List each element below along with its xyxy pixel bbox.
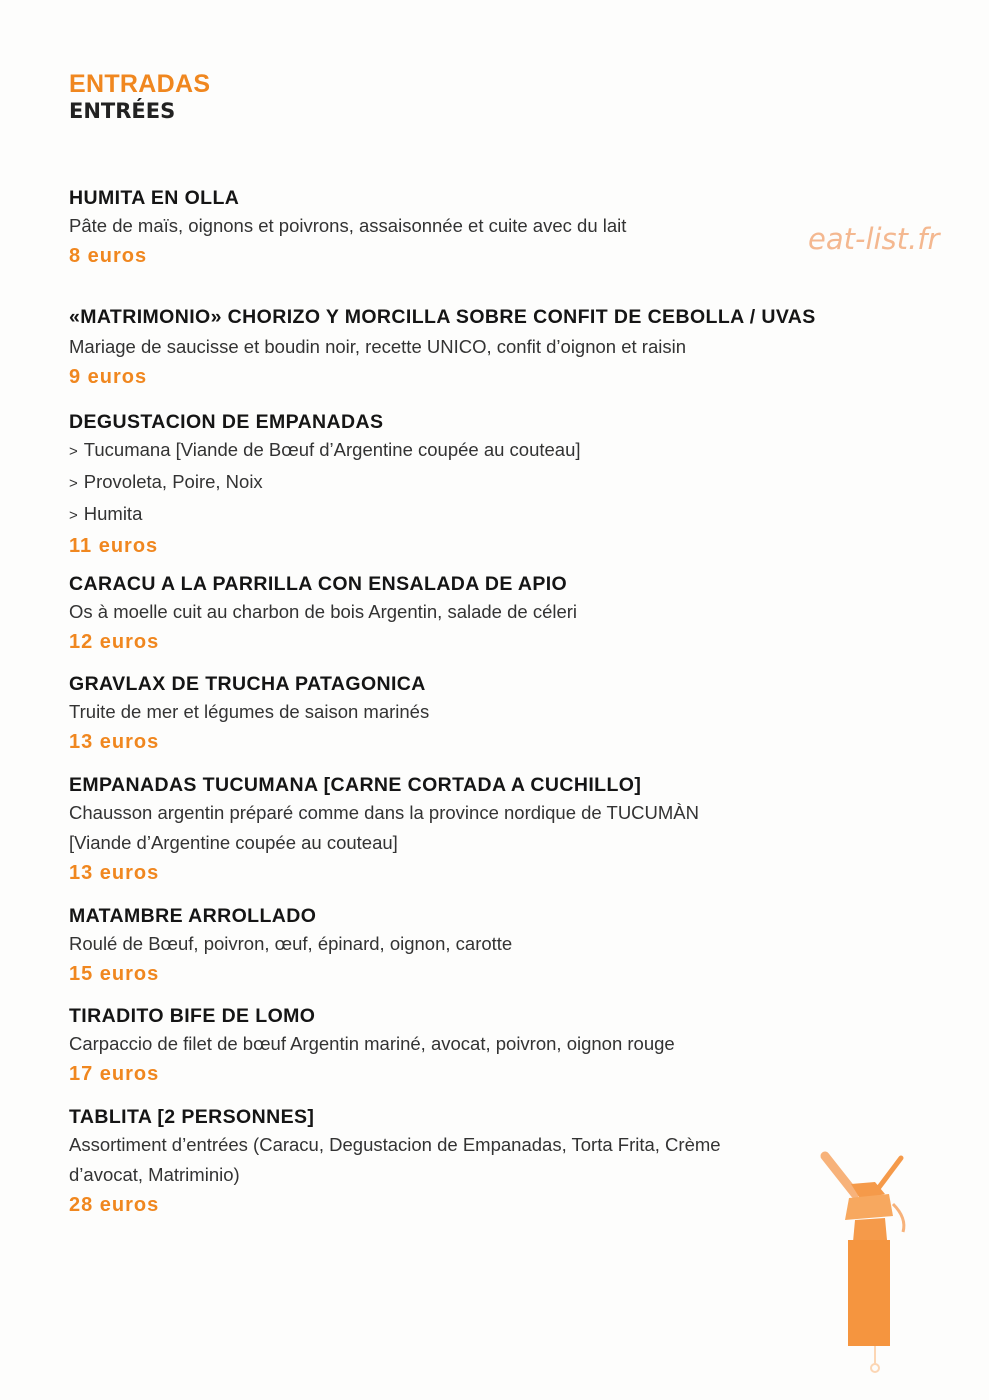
item-name: HUMITA EN OLLA <box>69 187 240 209</box>
menu-item <box>69 304 909 392</box>
item-description <box>69 499 909 531</box>
item-description-text: Provoleta, Poire, Noix <box>83 471 263 492</box>
item-name: TIRADITO BIFE DE LOMO <box>69 1005 316 1027</box>
menu-item <box>69 1003 909 1089</box>
menu-item <box>69 772 909 888</box>
item-price: 9 euros <box>69 366 148 388</box>
item-description-text: Truite de mer et légumes de saison marinés <box>69 701 430 722</box>
item-price: 28 euros <box>69 1194 160 1216</box>
item-description <box>69 1130 909 1160</box>
item-description <box>69 1029 909 1059</box>
item-description <box>69 467 909 499</box>
item-description-text: Pâte de maïs, oignons et poivrons, assaisonnée et cuite avec du lait <box>69 215 627 236</box>
item-description-text: Chausson argentin préparé comme dans la province nordique de TUCUMÀN <box>69 802 700 823</box>
menu-item <box>69 185 909 271</box>
item-description-text: d’avocat, Matriminio) <box>69 1164 240 1185</box>
watermark: eat-list.fr <box>808 222 940 256</box>
item-description-text: Carpaccio de filet de bœuf Argentin mariné, avocat, poivron, oignon rouge <box>69 1033 675 1054</box>
item-description <box>69 332 909 362</box>
item-name: TABLITA [2 PERSONNES] <box>69 1106 315 1128</box>
menu-item <box>69 671 909 757</box>
section-title: ENTRADAS <box>69 70 211 98</box>
item-description-text: [Viande d’Argentine coupée au couteau] <box>69 832 398 853</box>
item-description <box>69 597 909 627</box>
item-price: 17 euros <box>69 1063 160 1085</box>
item-description <box>69 929 909 959</box>
item-description <box>69 1160 909 1190</box>
item-description-text: Mariage de saucisse et boudin noir, recette UNICO, confit d’oignon et raisin <box>69 336 686 357</box>
item-price: 15 euros <box>69 963 160 985</box>
item-description-text: Os à moelle cuit au charbon de bois Argentin, salade de céleri <box>69 601 578 622</box>
item-price: 8 euros <box>69 245 148 267</box>
item-description <box>69 798 909 828</box>
item-description <box>69 697 909 727</box>
item-price: 12 euros <box>69 631 160 653</box>
menu-item <box>69 571 909 657</box>
item-description <box>69 211 909 241</box>
item-name: EMPANADAS TUCUMANA [CARNE CORTADA A CUCHILLO] <box>69 774 642 796</box>
item-description-text: Tucumana [Viande de Bœuf d’Argentine coupée au couteau] <box>83 439 581 460</box>
item-name: CARACU A LA PARRILLA CON ENSALADA DE APIO <box>69 573 568 595</box>
item-description-text: Roulé de Bœuf, poivron, œuf, épinard, oignon, carotte <box>69 933 513 954</box>
item-price: 11 euros <box>69 535 159 557</box>
item-name: MATAMBRE ARROLLADO <box>69 905 317 927</box>
bullet-arrow: > <box>69 475 78 492</box>
item-description-text: Assortiment d’entrées (Caracu, Degustacion de Empanadas, Torta Frita, Crème <box>69 1134 721 1155</box>
item-description <box>69 828 909 858</box>
menu-item <box>69 1104 909 1220</box>
item-price: 13 euros <box>69 731 160 753</box>
menu-item <box>69 409 909 561</box>
item-price: 13 euros <box>69 862 160 884</box>
item-name: DEGUSTACION DE EMPANADAS <box>69 411 384 433</box>
item-description-text: Humita <box>83 503 143 524</box>
menu-item <box>69 903 909 989</box>
item-name: «MATRIMONIO» CHORIZO Y MORCILLA SOBRE CONFIT DE CEBOLLA / UVAS <box>69 306 816 328</box>
item-description <box>69 435 909 467</box>
item-name: GRAVLAX DE TRUCHA PATAGONICA <box>69 673 426 695</box>
section-subtitle: ENTRÉES <box>69 99 176 123</box>
bullet-arrow: > <box>69 507 78 524</box>
whipped-cream-siphon-icon <box>815 1148 915 1380</box>
bullet-arrow: > <box>69 443 78 460</box>
